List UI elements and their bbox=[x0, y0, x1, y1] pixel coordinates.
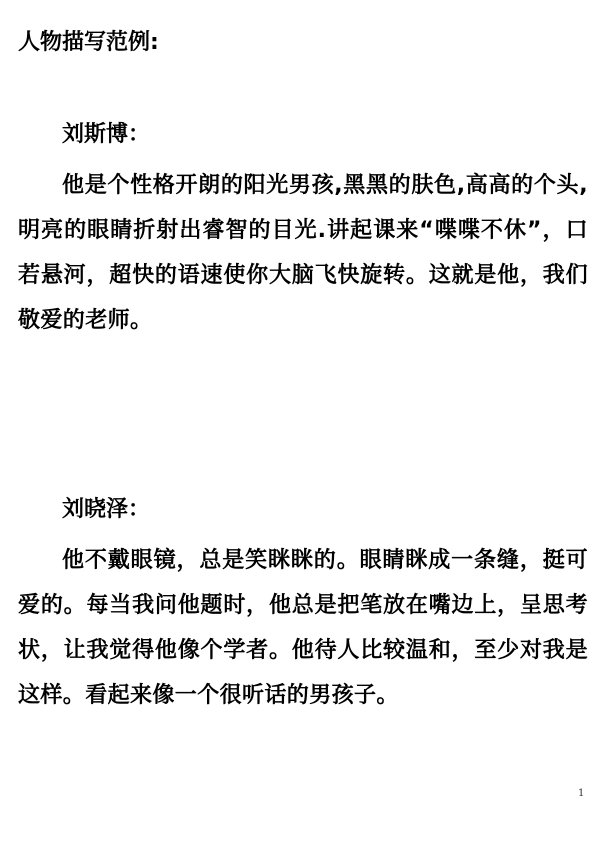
character-name: 刘斯博： bbox=[62, 122, 151, 147]
page-number: 1 bbox=[578, 788, 585, 799]
character-section-liu-xiaoze bbox=[18, 493, 588, 718]
character-section-liu-sibo bbox=[18, 118, 588, 343]
character-description: 他不戴眼镜，总是笑眯眯的。眼睛眯成一条缝，挺可爱的。每当我问他题时，他总是把笔放在嘴边上，呈思考状，让我觉得他像个学者。他待人比较温和，至少对我是这样。看起来像一个很听话的男孩子。 bbox=[18, 548, 588, 708]
character-description: 他是个性格开朗的阳光男孩,黑黑的肤色,高高的个头,明亮的眼睛折射出睿智的目光.讲起课来“喋喋不休”，口若悬河，超快的语速使你大脑飞快旋转。这就是他，我们敬爱的老师。 bbox=[18, 173, 588, 333]
document-title: 人物描写范例: bbox=[18, 30, 159, 55]
character-name: 刘晓泽： bbox=[62, 497, 151, 522]
